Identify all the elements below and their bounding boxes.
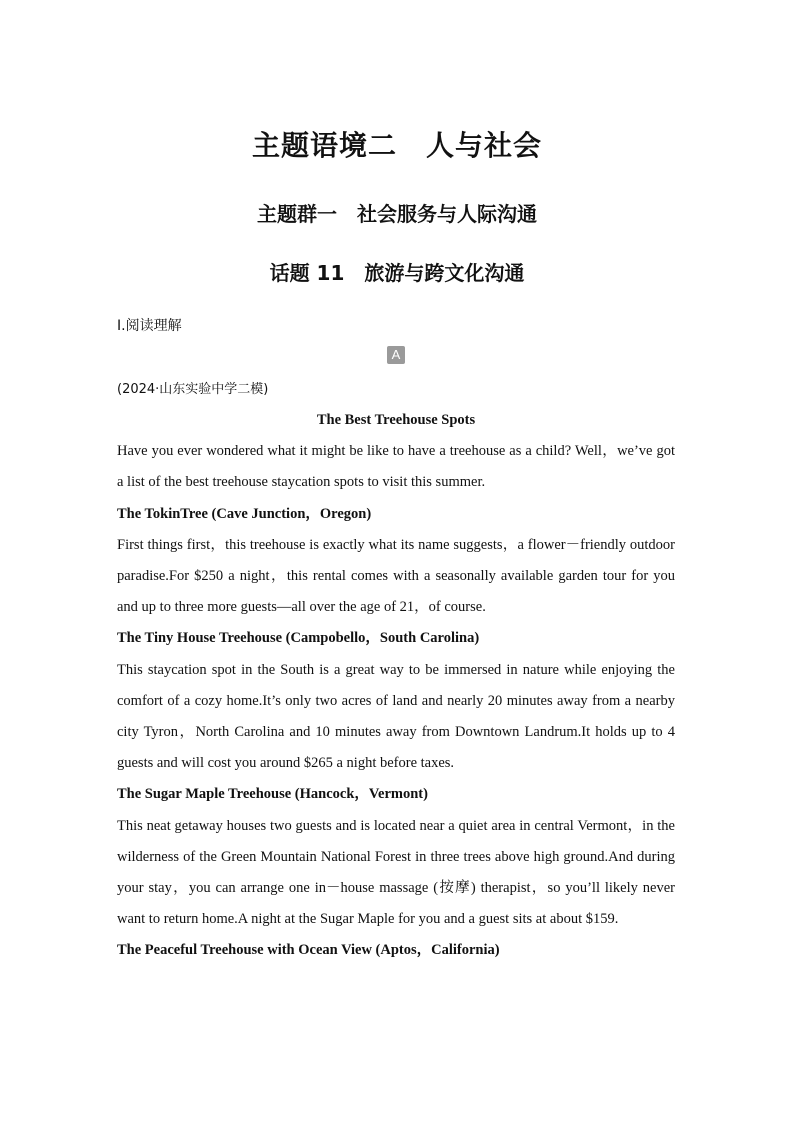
passage-badge: A [387,346,405,364]
theme-group-heading: 主题群一 社会服务与人际沟通 [257,202,537,226]
article-body [117,405,675,967]
main-theme-heading: 主题语境二 人与社会 [251,129,542,162]
spot-description: First things first，this treehouse is exactly what its name suggests，a flower－friendly outdoor paradise.For $250 a night，this rental comes with a seasonally available garden tour for you and up to three more guests—all over the age of 21，of course. [117,536,675,616]
spot-heading: The Peaceful Treehouse with Ocean View (Aptos，California) [117,942,500,959]
spot-heading: The TokinTree (Cave Junction，Oregon) [117,505,372,522]
article-title: The Best Treehouse Spots [316,412,476,428]
spot-description: This neat getaway houses two guests and is located near a quiet area in central Vermont，in the wilderness of the Green Mountain National Forest in three trees above high ground.And during your stay，you can arrange one in－house massage (按摩) therapist，so you’ll likely never want to return home.A night at the Sugar Maple for you and a guest sits at about $159. [117,817,675,928]
passage-source: (2024·山东实验中学二模) [117,382,269,397]
section-label: Ⅰ.阅读理解 [117,318,182,334]
spot-heading: The Tiny House Treehouse (Campobello，South Carolina) [117,630,480,647]
spot-heading: The Sugar Maple Treehouse (Hancock，Vermont) [117,786,428,803]
topic-heading: 话题 11 旅游与跨文化沟通 [269,261,525,285]
spot-description: This staycation spot in the South is a great way to be immersed in nature while enjoying the comfort of a cozy home.It’s only two acres of land and nearly 20 minutes away from a nearby city Tyron，North Carolina and 10 minutes away from Downtown Landrum.It holds up to 4 guests and will cost you around $265 a night before taxes. [117,661,675,772]
article-intro: Have you ever wondered what it might be like to have a treehouse as a child? Well，we’ve got a list of the best treehouse staycation spots to visit this summer. [117,443,675,491]
